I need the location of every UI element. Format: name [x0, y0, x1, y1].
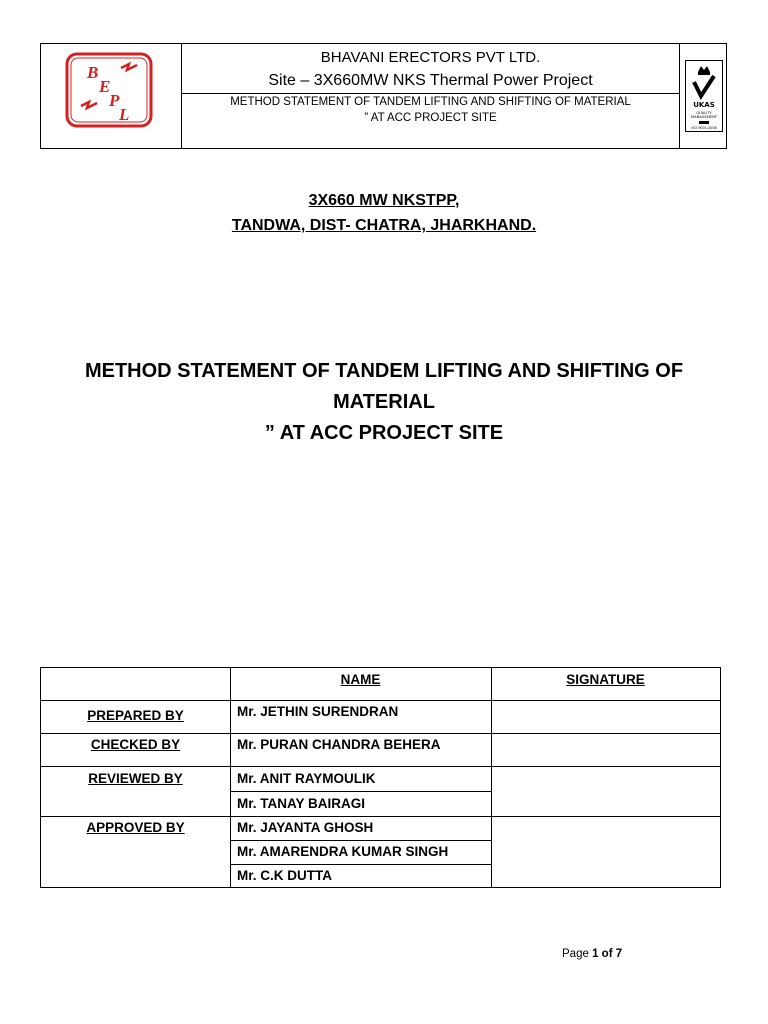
svg-text:L: L — [119, 105, 130, 124]
table-row-divider — [230, 840, 491, 841]
page-word: Page — [562, 948, 589, 960]
header-title-cell — [182, 44, 679, 148]
approval-table — [40, 667, 721, 888]
svg-text:QUALITY: QUALITY — [696, 111, 712, 115]
prepared-by-label: PREPARED BY — [87, 708, 184, 723]
logo-cell — [41, 44, 182, 148]
certification-cell — [679, 44, 727, 148]
table-row-divider — [230, 791, 491, 792]
reviewed-by-label: REVIEWED BY — [88, 771, 183, 786]
table-row-divider — [230, 864, 491, 865]
page-current: 1 — [592, 948, 599, 960]
company-logo — [65, 52, 153, 128]
table-row-divider — [41, 700, 720, 701]
table-row-divider — [41, 733, 720, 734]
project-address-line1: 3X660 MW NKSTPP, — [308, 192, 460, 209]
prepared-by-name: Mr. JETHIN SURENDRAN — [237, 704, 399, 719]
page-of: of — [601, 948, 613, 960]
svg-text:MANAGEMENT: MANAGEMENT — [691, 115, 717, 119]
approved-by-name: Mr. AMARENDRA KUMAR SINGH — [237, 844, 449, 859]
header-method-line1: METHOD STATEMENT OF TANDEM LIFTING AND SHIFTING OF MATERIAL — [230, 96, 631, 108]
svg-text:E: E — [99, 77, 111, 96]
project-address-line2: TANDWA, DIST- CHATRA, JHARKHAND. — [231, 217, 537, 234]
svg-text:ISO 9001:2008: ISO 9001:2008 — [691, 126, 717, 130]
column-header-name: NAME — [340, 672, 381, 687]
svg-text:B: B — [87, 63, 99, 82]
ukas-certification-logo — [685, 60, 723, 132]
site-name: Site – 3X660MW NKS Thermal Power Project — [268, 72, 593, 89]
document-header — [40, 43, 727, 149]
document-title-line1: METHOD STATEMENT OF TANDEM LIFTING AND SHIFTING OF — [84, 360, 684, 382]
checked-by-label: CHECKED BY — [90, 737, 181, 752]
svg-text:P: P — [109, 91, 120, 110]
svg-text:UKAS: UKAS — [693, 101, 715, 109]
reviewed-by-name: Mr. TANAY BAIRAGI — [237, 796, 366, 811]
table-row-divider — [41, 766, 720, 767]
header-method-statement — [182, 94, 679, 126]
table-row-divider — [41, 816, 720, 817]
document-title-line3: ” AT ACC PROJECT SITE — [264, 422, 504, 444]
header-method-line2: ” AT ACC PROJECT SITE — [364, 112, 497, 124]
approved-by-name: Mr. JAYANTA GHOSH — [237, 820, 374, 835]
reviewed-by-name: Mr. ANIT RAYMOULIK — [237, 771, 376, 786]
checked-by-name: Mr. PURAN CHANDRA BEHERA — [237, 737, 441, 752]
approved-by-name: Mr. C.K DUTTA — [237, 868, 332, 883]
column-header-signature: SIGNATURE — [566, 672, 645, 687]
approved-by-label: APPROVED BY — [86, 820, 185, 835]
page-total: 7 — [615, 948, 623, 960]
document-title-line2: MATERIAL — [333, 391, 435, 413]
company-name: BHAVANI ERECTORS PVT LTD. — [320, 49, 541, 66]
page-number — [562, 948, 622, 960]
